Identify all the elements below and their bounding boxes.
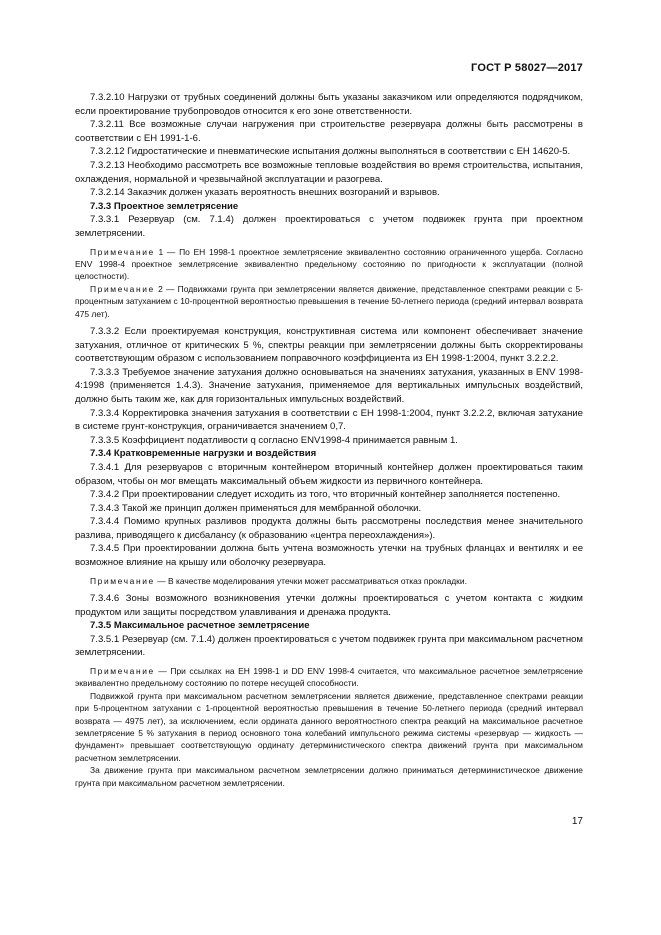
paragraph-7-3-2-10: 7.3.2.10 Нагрузки от трубных соединений должны быть указаны заказчиком или определяются подрядчиком, если проектирование трубопроводов относится к его зоне ответственности. [75, 92, 583, 117]
note-text: 2 — Подвижками грунта при землетрясении является движение, представленное спектрами реакции с 5-процентным затуханием с 10-процентной вероятностью превышения в течение 50-летнего периода (средний интервал возврата 475 лет). [75, 283, 583, 319]
note-1 [75, 246, 583, 283]
note-label: Примечание [90, 246, 155, 257]
paragraph-7-3-3-2: 7.3.3.2 Если проектируемая конструкция, конструктивная система или компонент обеспечивает значение затухания, отличное от критических 5 %, спектры реакции при землетрясении должны быть скорректированы соответствующим образом с использованием поправочного коэффициента из ЕН 1998-1:2004, пункт 3.2.2.2. [75, 325, 583, 365]
paragraph-7-3-3-1: 7.3.3.1 Резервуар (см. 7.1.4) должен проектироваться с учетом подвижек грунта при проектном землетрясении. [75, 214, 583, 239]
paragraph-7-3-2-12: 7.3.2.12 Гидростатические и пневматические испытания должны выполняться в соответствии с ЕН 14620-5. [90, 146, 571, 158]
note-4-paragraph-2: Подвижкой грунта при максимальном расчетном землетрясении является движение, представленное спектрами реакции при 5-процентном затухании с 1-процентной вероятностью превышения в течение 50-летнего периода (средний интервал возврата — 4975 лет), за исключением, если ордината данного вероятностного спектра реакций на максимальное расчетное землетрясение 5 % затухания в период основного тона колебаний импульсного режима системы «резервуар — жидкость — фундамент» превышает соответствующую ординату детерминистического спектра движений грунта при максимальном расчетном землетрясении. [75, 690, 583, 763]
standard-header: ГОСТ Р 58027—2017 [471, 62, 583, 74]
paragraph-7-3-3-3: 7.3.3.3 Требуемое значение затухания должно основываться на значениях затухания, указанных в ENV 1998-4:1998 (применяется 1.4.3). Значение затухания, применяемое для вертикальных импульсных воздействий, должно быть таким же, как для горизонтальных импульсных воздействий. [75, 366, 583, 405]
note-label: Примечание [90, 575, 155, 586]
paragraph-7-3-2-14: 7.3.2.14 Заказчик должен указать вероятность внешних возгораний и взрывов. [90, 187, 440, 199]
page-body [75, 91, 583, 789]
paragraph-7-3-2-11: 7.3.2.11 Все возможные случаи нагружения при строительстве резервуара должны быть рассмотрены в соответствии с ЕН 1991-1-6. [75, 119, 583, 144]
section-heading-7-3-5: 7.3.5 Максимальное расчетное землетрясение [90, 620, 310, 632]
paragraph-7-3-3-4: 7.3.3.4 Корректировка значения затухания в соответствии с ЕН 1998-1:2004, пункт 3.2.2.2, включая затухание в системе грунт-конструкция, ограничивается значением 0,7. [75, 407, 583, 433]
paragraph-7-3-4-5: 7.3.4.5 При проектировании должна быть учтена возможность утечки на трубных фланцах и вентилях и ее возможное влияние на крышу или оболочку резервуара. [75, 543, 583, 569]
paragraph-7-3-4-2: 7.3.4.2 При проектировании следует исходить из того, что вторичный контейнер заполняется постепенно. [90, 489, 561, 501]
note-label: Примечание [90, 283, 155, 294]
note-text: 1 — По ЕН 1998-1 проектное землетрясение эквивалентно состоянию ограниченного ущерба. Согласно ENV 1998-4 проектное землетрясение эквивалентно предельному состоянию по пригодности к эксплуатации (полной целостности). [75, 246, 583, 282]
paragraph-7-3-5-1: 7.3.5.1 Резервуар (см. 7.1.4) должен проектироваться с учетом подвижек грунта при максимальном расчетном землетрясении. [75, 633, 583, 659]
note-label: Примечание [90, 666, 155, 677]
note-text: — При ссылках на ЕН 1998-1 и DD ENV 1998-4 считается, что максимальное расчетное землетрясение эквивалентно предельному состоянию по потере несущей способности. [75, 666, 583, 689]
paragraph-7-3-4-6: 7.3.4.6 Зоны возможного возникновения утечки должны проектироваться с учетом контакта с жидким продуктом или защиты посредством улавливания и дренажа продукта. [75, 593, 583, 618]
paragraph-7-3-4-4: 7.3.4.4 Помимо крупных разливов продукта должны быть рассмотрены последствия менее значительного разлива, приводящего к дисбалансу (к образованию «центра переохлаждения»). [75, 516, 583, 541]
paragraph-7-3-2-13: 7.3.2.13 Необходимо рассмотреть все возможные тепловые воздействия во время строительства, испытания, охлаждения, нормальной и чрезвычайной эксплуатации и разогрева. [75, 159, 583, 185]
page-number: 17 [571, 816, 583, 827]
note-text: — В качестве моделирования утечки может рассматриваться отказ прокладки. [154, 575, 467, 586]
paragraph-7-3-3-5: 7.3.3.5 Коэффициент податливости q согласно ENV1998-4 принимается равным 1. [90, 434, 458, 446]
section-heading-7-3-4: 7.3.4 Кратковременные нагрузки и воздействия [90, 448, 317, 460]
paragraph-7-3-4-1: 7.3.4.1 Для резервуаров с вторичным контейнером вторичный контейнер должен проектироваться таким образом, чтобы он мог вмещать максимальный объем жидкости из первичного контейнера. [75, 461, 583, 487]
note-2 [75, 283, 583, 320]
section-heading-7-3-3: 7.3.3 Проектное землетрясение [90, 200, 239, 212]
note-3 [75, 575, 583, 587]
paragraph-7-3-4-3: 7.3.4.3 Такой же принцип должен применяться для мембранной оболочки. [90, 502, 422, 514]
note-4-paragraph-3: За движение грунта при максимальном расчетном землетрясении должно приниматься детерминистическое движение грунта при максимальном расчетном землетрясении. [75, 765, 583, 788]
note-4 [75, 665, 583, 690]
